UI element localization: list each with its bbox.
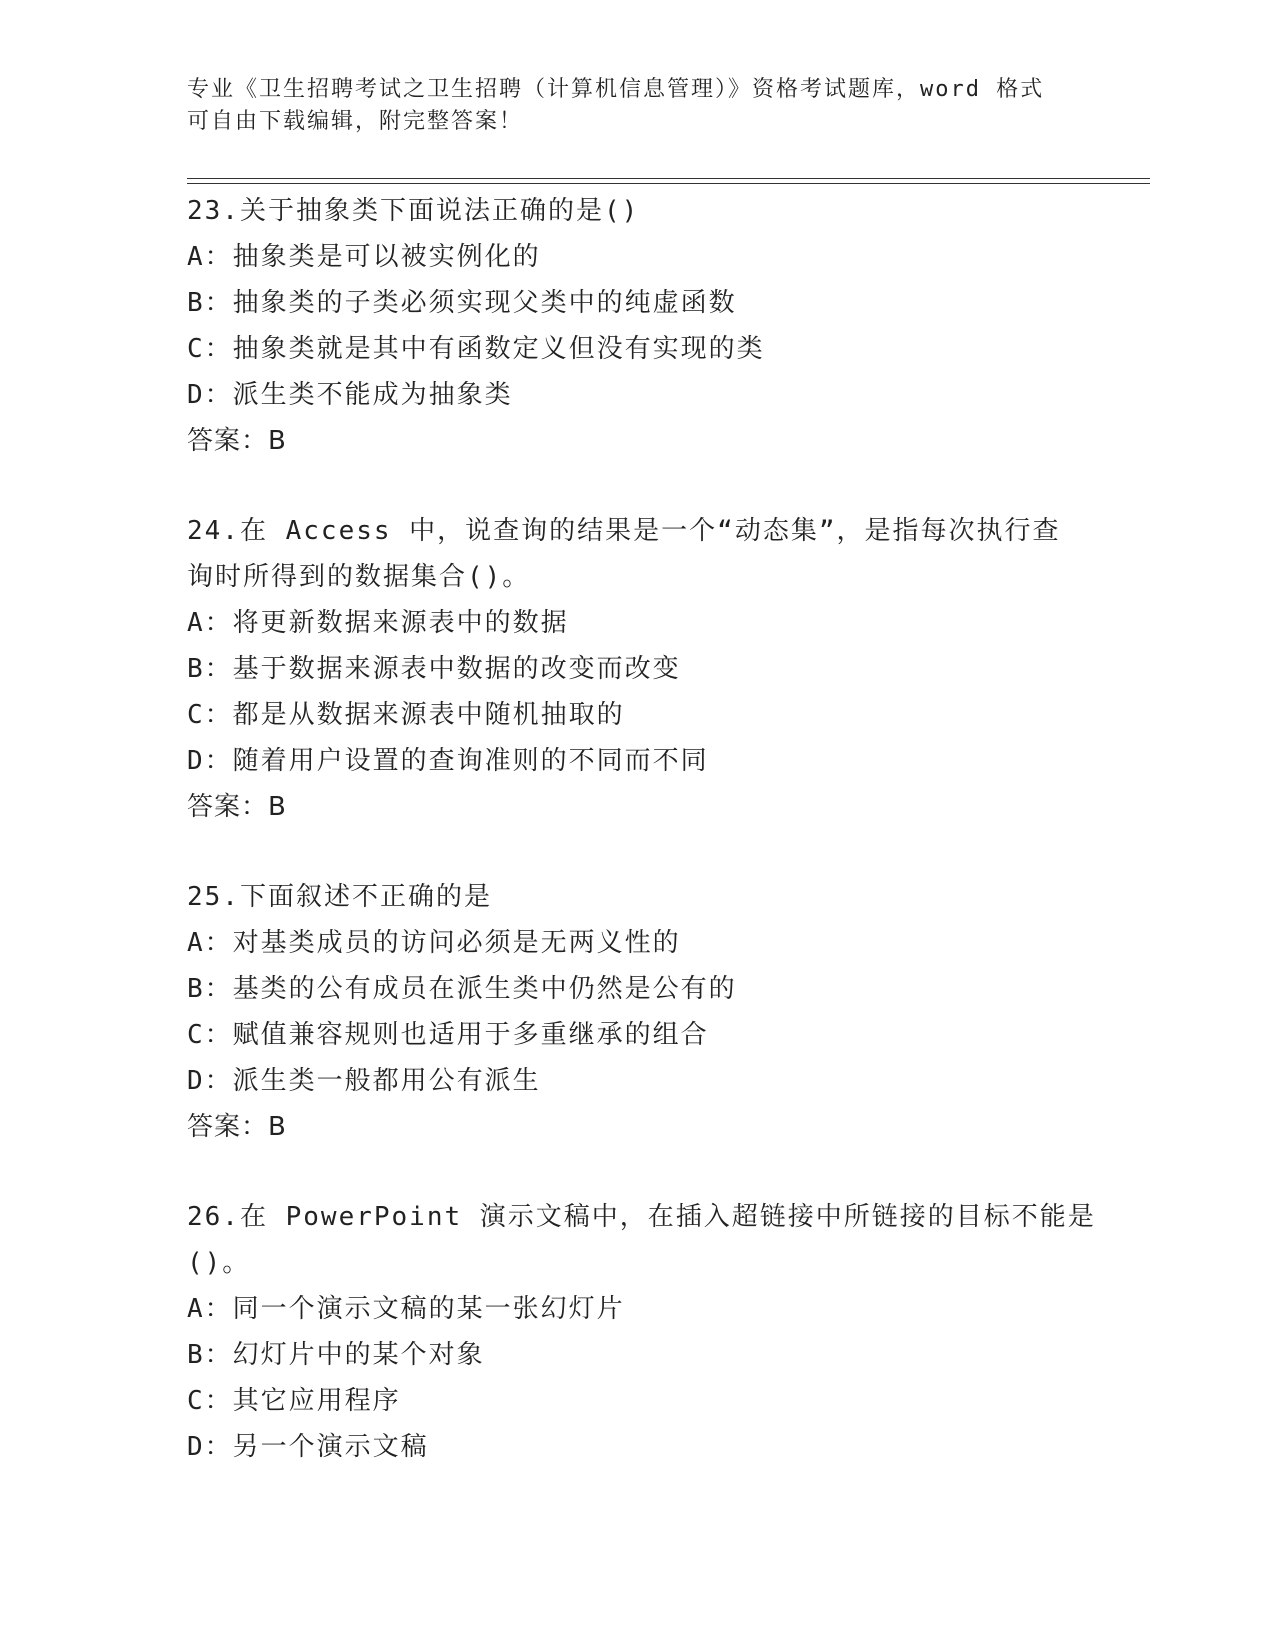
option-b: B：基于数据来源表中数据的改变而改变 [187, 654, 681, 684]
question-24 [187, 508, 1107, 830]
option-c: C：其它应用程序 [187, 1386, 401, 1416]
question-26 [187, 1194, 1107, 1470]
option-a: A：将更新数据来源表中的数据 [187, 608, 569, 638]
question-23 [187, 188, 1107, 464]
answer: 答案：B [187, 1112, 287, 1142]
question-list [187, 188, 1107, 1470]
question-stem-continued: 询时所得到的数据集合()。 [187, 562, 531, 592]
option-b: B：幻灯片中的某个对象 [187, 1340, 485, 1370]
option-a: A：抽象类是可以被实例化的 [187, 242, 541, 272]
question-stem: 23.关于抽象类下面说法正确的是() [187, 196, 640, 226]
header-line: 专业《卫生招聘考试之卫生招聘（计算机信息管理）》资格考试题库，word 格式 [187, 77, 1045, 102]
option-d: D：另一个演示文稿 [187, 1432, 429, 1462]
question-25 [187, 874, 1107, 1150]
answer: 答案：B [187, 792, 287, 822]
option-c: C：赋值兼容规则也适用于多重继承的组合 [187, 1020, 709, 1050]
option-a: A：同一个演示文稿的某一张幻灯片 [187, 1294, 625, 1324]
document-header [187, 74, 1067, 138]
option-c: C：都是从数据来源表中随机抽取的 [187, 700, 625, 730]
question-stem: 26.在 PowerPoint 演示文稿中，在插入超链接中所链接的目标不能是 [187, 1202, 1096, 1232]
option-a: A：对基类成员的访问必须是无两义性的 [187, 928, 681, 958]
option-d: D：随着用户设置的查询准则的不同而不同 [187, 746, 709, 776]
option-b: B：抽象类的子类必须实现父类中的纯虚函数 [187, 288, 737, 318]
option-b: B：基类的公有成员在派生类中仍然是公有的 [187, 974, 737, 1004]
header-line: 可自由下载编辑，附完整答案！ [187, 109, 524, 134]
question-stem: 25.下面叙述不正确的是 [187, 882, 492, 912]
question-stem: 24.在 Access 中，说查询的结果是一个“动态集”，是指每次执行查 [187, 516, 1061, 546]
question-stem-continued: ()。 [187, 1248, 251, 1278]
option-c: C：抽象类就是其中有函数定义但没有实现的类 [187, 334, 765, 364]
answer: 答案：B [187, 426, 287, 456]
option-d: D：派生类不能成为抽象类 [187, 380, 513, 410]
header-divider [187, 178, 1150, 179]
option-d: D：派生类一般都用公有派生 [187, 1066, 541, 1096]
header-divider [187, 183, 1150, 184]
